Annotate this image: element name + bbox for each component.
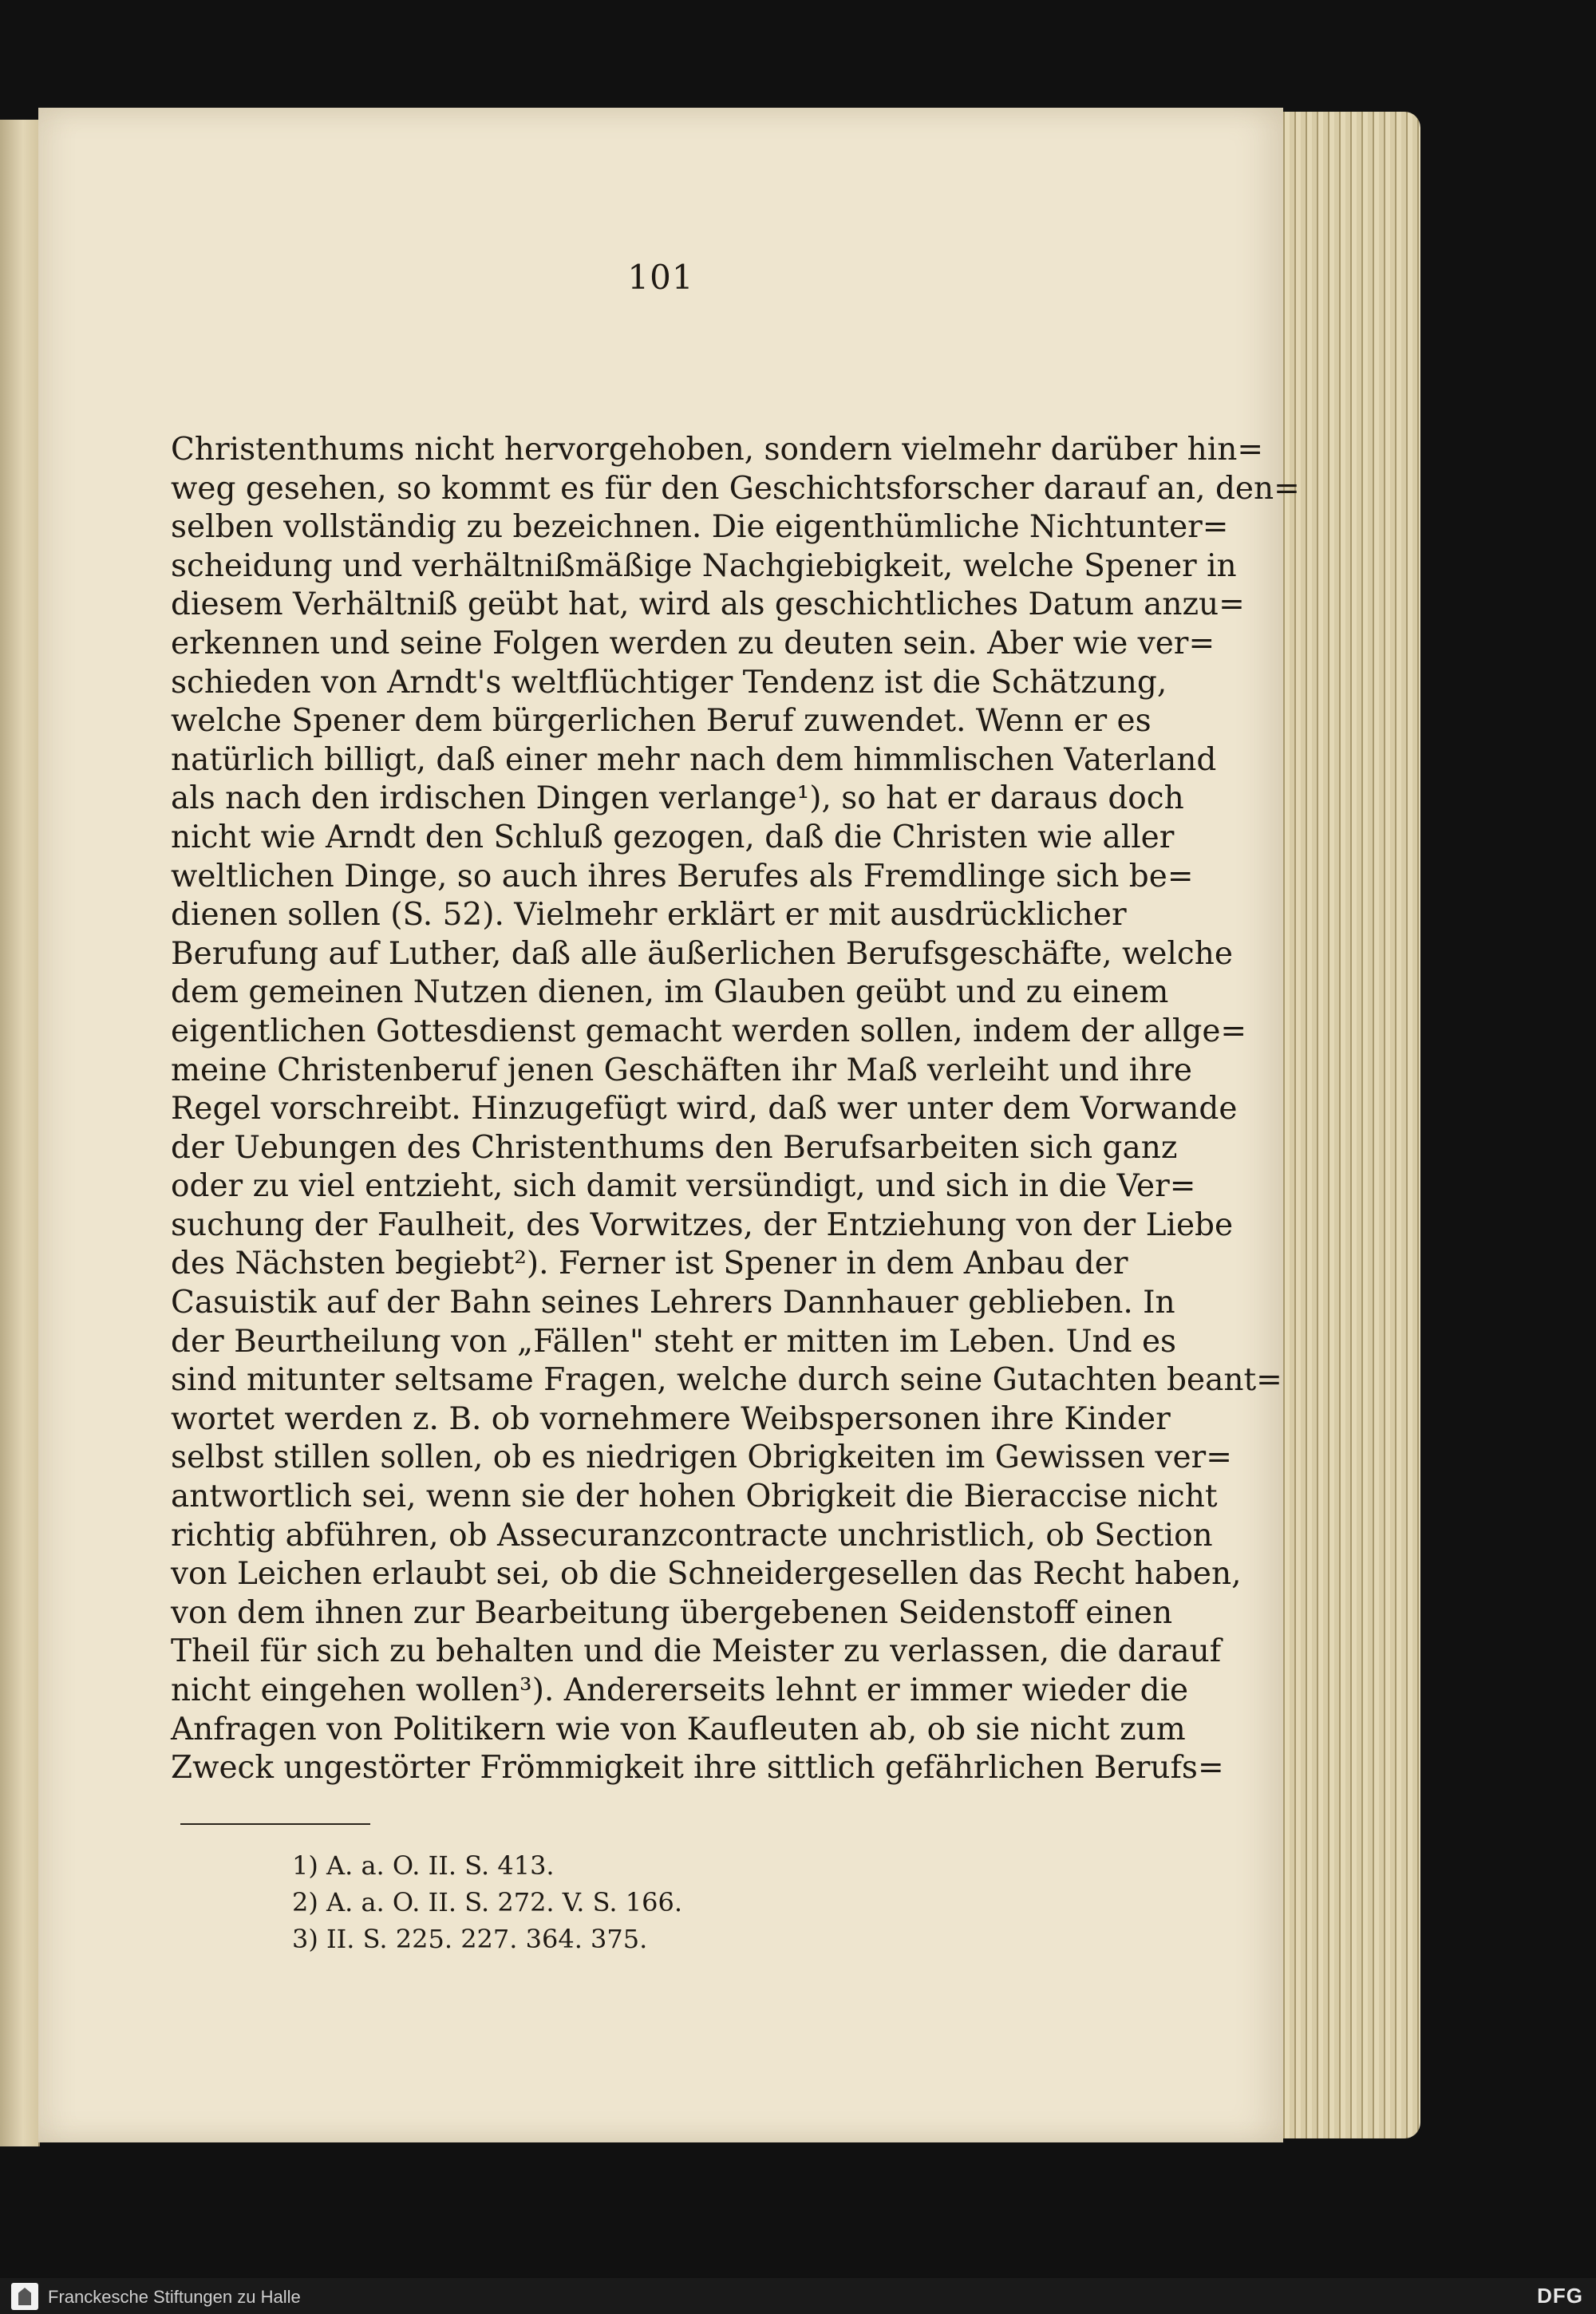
left-page-edge [0,120,40,2146]
footnote: 2) A. a. O. II. S. 272. V. S. 166. [292,1887,682,1917]
text-line: Zweck ungestörter Frömmigkeit ihre sittlich gefährlichen Berufs= [171,1750,1224,1787]
text-line: nicht wie Arndt den Schluß gezogen, daß die Christen wie aller [171,819,1175,855]
text-line: natürlich billigt, daß einer mehr nach dem himmlischen Vaterland [171,741,1217,778]
text-line: Theil für sich zu behalten und die Meister zu verlassen, die darauf [171,1633,1222,1670]
text-line: Christenthums nicht hervorgehoben, sondern vielmehr darüber hin= [171,432,1264,468]
footnote: 3) II. S. 225. 227. 364. 375. [292,1924,648,1954]
dfg-logo: DFG [1537,2284,1583,2308]
footer-bar [0,2278,1596,2314]
text-line: erkennen und seine Folgen werden zu deuten sein. Aber wie ver= [171,625,1215,661]
text-line: selbst stillen sollen, ob es niedrigen Obrigkeiten im Gewissen ver= [171,1439,1232,1476]
text-line: schieden von Arndt's weltflüchtiger Tendenz ist die Schätzung, [171,664,1167,701]
text-line: dem gemeinen Nutzen dienen, im Glauben geübt und zu einem [171,974,1169,1011]
text-line: eigentlichen Gottesdienst gemacht werden sollen, indem der allge= [171,1013,1247,1049]
text-line: Regel vorschreibt. Hinzugefügt wird, daß wer unter dem Vorwande [171,1091,1238,1127]
text-line: von dem ihnen zur Bearbeitung übergebenen Seidenstoff einen [171,1594,1173,1631]
institution-name: Franckesche Stiftungen zu Halle [48,2287,301,2307]
footnote-divider [180,1823,370,1825]
text-line: des Nächsten begiebt²). Ferner ist Spener in dem Anbau der [171,1246,1128,1282]
footnote: 1) A. a. O. II. S. 413. [292,1850,555,1881]
text-line: suchung der Faulheit, des Vorwitzes, der Entziehung von der Liebe [171,1206,1234,1243]
institution-logo-icon [11,2283,38,2310]
text-line: wortet werden z. B. ob vornehmere Weibspersonen ihre Kinder [171,1400,1171,1437]
body-text [171,431,1300,1788]
text-line: als nach den irdischen Dingen verlange¹), so hat er daraus doch [171,780,1184,817]
text-line: antwortlich sei, wenn sie der hohen Obrigkeit die Bieraccise nicht [171,1479,1218,1515]
footnotes [292,1847,1010,1957]
text-line: Berufung auf Luther, daß alle äußerlichen Berufsgeschäfte, welche [171,935,1233,972]
text-line: der Beurtheilung von „Fällen" steht er mitten im Leben. Und es [171,1323,1177,1360]
text-line: meine Christenberuf jenen Geschäften ihr Maß verleiht und ihre [171,1052,1192,1088]
text-line: nicht eingehen wollen³). Andererseits lehnt er immer wieder die [171,1672,1189,1708]
text-line: richtig abführen, ob Assecuranzcontracte unchristlich, ob Section [171,1517,1213,1554]
text-line: Anfragen von Politikern wie von Kaufleuten ab, ob sie nicht zum [171,1711,1186,1747]
text-line: dienen sollen (S. 52). Vielmehr erklärt er mit ausdrücklicher [171,897,1127,934]
text-line: oder zu viel entzieht, sich damit versündigt, und sich in die Ver= [171,1168,1196,1205]
text-line: weg gesehen, so kommt es für den Geschichtsforscher darauf an, den= [171,470,1300,507]
text-line: der Uebungen des Christenthums den Berufsarbeiten sich ganz [171,1129,1178,1166]
text-line: von Leichen erlaubt sei, ob die Schneidergesellen das Recht haben, [171,1556,1242,1593]
text-line: weltlichen Dinge, so auch ihres Berufes als Fremdlinge sich be= [171,858,1194,894]
text-line: Casuistik auf der Bahn seines Lehrers Dannhauer geblieben. In [171,1285,1175,1321]
text-line: scheidung und verhältnißmäßige Nachgiebigkeit, welche Spener in [171,547,1237,584]
text-line: diesem Verhältniß geübt hat, wird als geschichtliches Datum anzu= [171,586,1245,623]
text-line: welche Spener dem bürgerlichen Beruf zuwendet. Wenn er es [171,703,1152,740]
page-number: 101 [627,258,694,297]
text-line: selben vollständig zu bezeichnen. Die eigenthümliche Nichtunter= [171,509,1229,546]
text-line: sind mitunter seltsame Fragen, welche durch seine Gutachten beant= [171,1362,1282,1399]
book-page [38,108,1300,2142]
